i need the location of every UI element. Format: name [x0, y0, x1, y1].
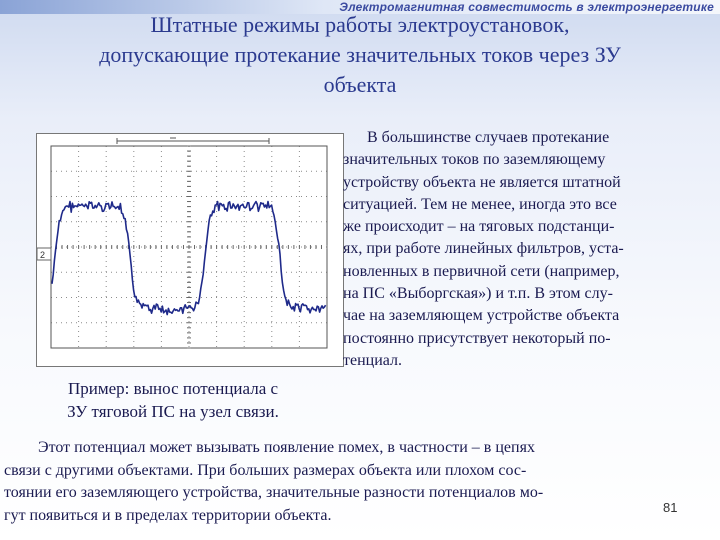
header-caption: Электромагнитная совместимость в электроэнергетике: [339, 0, 714, 14]
paragraph-line: постоянно присутствует некоторый по-: [343, 329, 611, 347]
paragraph-line: на ПС «Выборгская») и т.п. В этом слу-: [343, 285, 613, 303]
channel-marker: 2: [40, 250, 46, 260]
paragraph-line: значительных токов по заземляющему: [343, 151, 606, 169]
oscilloscope-screen: [37, 134, 343, 366]
paragraph-line: ситуацией. Тем не менее, иногда это все: [343, 195, 617, 213]
slide-title: [0, 10, 720, 100]
title-line: допускающие протекание значительных токов через ЗУ: [99, 42, 621, 67]
caption-line: Пример: вынос потенциала с: [67, 379, 279, 398]
paragraph-line: связи с другими объектами. При больших размерах объекта или плохом сос-: [4, 461, 527, 479]
paragraph-line: В большинстве случаев протекание: [367, 129, 610, 146]
paragraph-line: ях, при работе линейных фильтров, уста-: [343, 240, 624, 258]
page-number: 81: [663, 500, 678, 515]
paragraph-line: гут появиться и в пределах территории объекта.: [4, 506, 332, 524]
paragraph-line: новленных в первичной сети (например,: [343, 262, 620, 280]
caption-line: ЗУ тяговой ПС на узел связи.: [67, 402, 279, 421]
title-line: Штатные режимы работы электроустановок,: [150, 12, 570, 37]
paragraph-line: тенциал.: [343, 351, 403, 369]
oscilloscope-image: [36, 133, 344, 367]
paragraph-line: чае на заземляющем устройстве объекта: [343, 307, 620, 325]
figure-caption: [18, 377, 328, 423]
paragraph-line: тоянии его заземляющего устройства, значительные разности потенциалов мо-: [4, 484, 544, 502]
title-line: объекта: [323, 72, 397, 97]
paragraph-line: Этот потенциал может вызывать появление помех, в частности – в цепях: [38, 439, 535, 456]
bottom-paragraph: [4, 437, 716, 527]
paragraph-line: же происходит – на тяговых подстанци-: [343, 218, 615, 236]
oscilloscope-ticks: [51, 146, 327, 348]
paragraph-line: устройству объекта не является штатной: [343, 173, 621, 191]
side-paragraph: [343, 127, 693, 372]
